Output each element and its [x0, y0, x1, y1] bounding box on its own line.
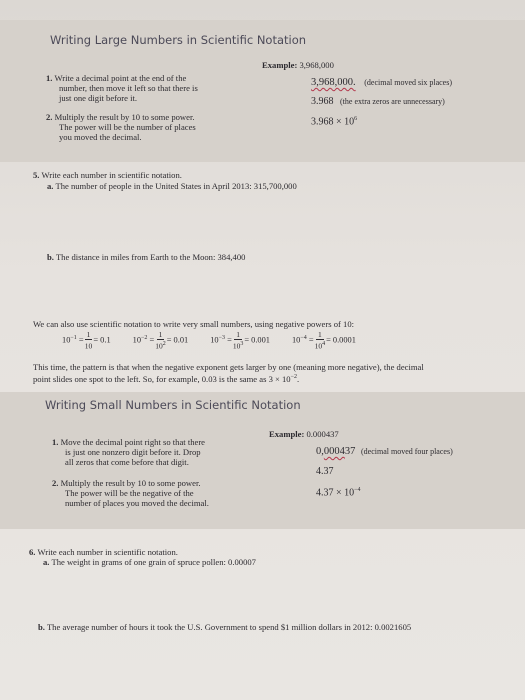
- small-example-step-2: 4.37: [316, 466, 334, 477]
- problem-5-prompt: [33, 170, 182, 180]
- example-label: Example:: [262, 60, 298, 70]
- problem-number: 6.: [29, 547, 36, 557]
- part-label: a.: [47, 181, 54, 191]
- small-example-header: [269, 429, 339, 439]
- part-text: The distance in miles from Earth to the Moon: 384,400: [55, 252, 246, 262]
- part-label: b.: [47, 252, 54, 262]
- answer-base: 3.968 × 10: [311, 116, 355, 128]
- pattern-explanation: This time, the pattern is that when the negative exponent gets larger by one (meaning more negative), the decimal point slides one spot to the left. So, for example, 0.03 is the same as $3 \times 10^{-2}$.: [33, 362, 424, 384]
- problem-prompt: Write each number in scientific notation.: [41, 170, 182, 180]
- small-step-2: [52, 478, 272, 508]
- step-number: 1.: [52, 437, 59, 447]
- problem-6b: [38, 622, 411, 632]
- step-line: just one digit before it.: [59, 93, 138, 103]
- step-line: Move the decimal point right so that there: [60, 437, 205, 447]
- problem-5b: [47, 252, 245, 262]
- large-step-2: [46, 112, 246, 142]
- step-number: 2.: [52, 478, 59, 488]
- step-line: Multiply the result by 10 to some power.: [60, 478, 201, 488]
- example-note: (decimal moved four places): [361, 447, 453, 456]
- part-label: a.: [43, 557, 50, 567]
- example-value: 3,968,000: [299, 60, 334, 70]
- negative-powers-intro: We can also use scientific notation to write very small numbers, using negative powers of 10:: [33, 319, 355, 329]
- power-item: $10^{-1}$ = $\frac{1}{10}$ = 0.1: [62, 330, 111, 351]
- power-item: $10^{-2}$ = $\frac{1}{10^2}$ = 0.01: [132, 330, 189, 351]
- part-text: The weight in grams of one grain of spruce pollen: 0.00007: [51, 557, 256, 567]
- step-number: 1.: [46, 73, 53, 83]
- pattern-line: point slides one spot to the left. So, for example, 0.03 is the same as 3 × 10: [33, 373, 291, 384]
- example-label: Example:: [269, 429, 305, 439]
- step-line: number, then move it left so that there is: [59, 83, 198, 93]
- large-example-answer: [311, 116, 357, 127]
- power-item: $10^{-4}$ = $\frac{1}{10^4}$ = 0.0001: [291, 330, 356, 351]
- step-line: Write a decimal point at the end of the: [54, 73, 187, 83]
- step-line: Multiply the result by 10 to some power.: [54, 112, 195, 122]
- large-example-header: [262, 60, 334, 70]
- step-line: all zeros that come before that digit.: [65, 457, 189, 467]
- step-line: The power will be the number of places: [59, 122, 196, 132]
- problem-5a: [47, 181, 297, 191]
- example-value: 0.000437: [306, 429, 339, 439]
- pattern-line: This time, the pattern is that when the negative exponent gets larger by one (meaning more negative), the decimal: [33, 362, 424, 372]
- step-line: number of places you moved the decimal.: [65, 498, 209, 508]
- small-step-1: [52, 437, 272, 467]
- negative-powers-row: [62, 331, 356, 351]
- step-line: The power will be the negative of the: [65, 488, 194, 498]
- answer-base: 4.37 × 10: [316, 487, 355, 499]
- answer-exponent: −4: [354, 487, 361, 493]
- small-example-step-1: 0,000437 (decimal moved four places): [316, 446, 453, 457]
- power-item: $10^{-3}$ = $\frac{1}{10^3}$ = 0.001: [210, 330, 270, 351]
- pattern-exponent: −2: [290, 374, 297, 380]
- section-title-small: Writing Small Numbers in Scientific Notation: [45, 398, 301, 412]
- part-label: b.: [38, 622, 45, 632]
- large-example-step-2: [311, 96, 445, 107]
- problem-number: 5.: [33, 170, 40, 180]
- problem-6-prompt: [29, 547, 178, 557]
- small-example-answer: [316, 487, 361, 498]
- example-note: (decimal moved six places): [364, 78, 452, 87]
- large-step-1: [46, 73, 246, 103]
- example-note: (the extra zeros are unnecessary): [340, 97, 445, 106]
- step-number: 2.: [46, 112, 53, 122]
- problem-prompt: Write each number in scientific notation.: [37, 547, 178, 557]
- moved-digits: 3,968,000.: [311, 77, 356, 88]
- problem-6a: [43, 557, 256, 567]
- section-title-large: Writing Large Numbers in Scientific Notation: [50, 33, 307, 47]
- part-text: The number of people in the United States in April 2013: 315,700,000: [55, 181, 297, 191]
- large-example-step-1: [311, 77, 452, 88]
- part-text: The average number of hours it took the U.S. Government to spend $1 million dollars in 2012: 0.0021605: [46, 622, 412, 632]
- moved-digits: 0004: [323, 446, 345, 457]
- example-result: 3.968: [311, 96, 334, 107]
- step-line: is just one nonzero digit before it. Drop: [65, 447, 201, 457]
- step-line: you moved the decimal.: [59, 132, 142, 142]
- answer-exponent: 6: [354, 116, 358, 122]
